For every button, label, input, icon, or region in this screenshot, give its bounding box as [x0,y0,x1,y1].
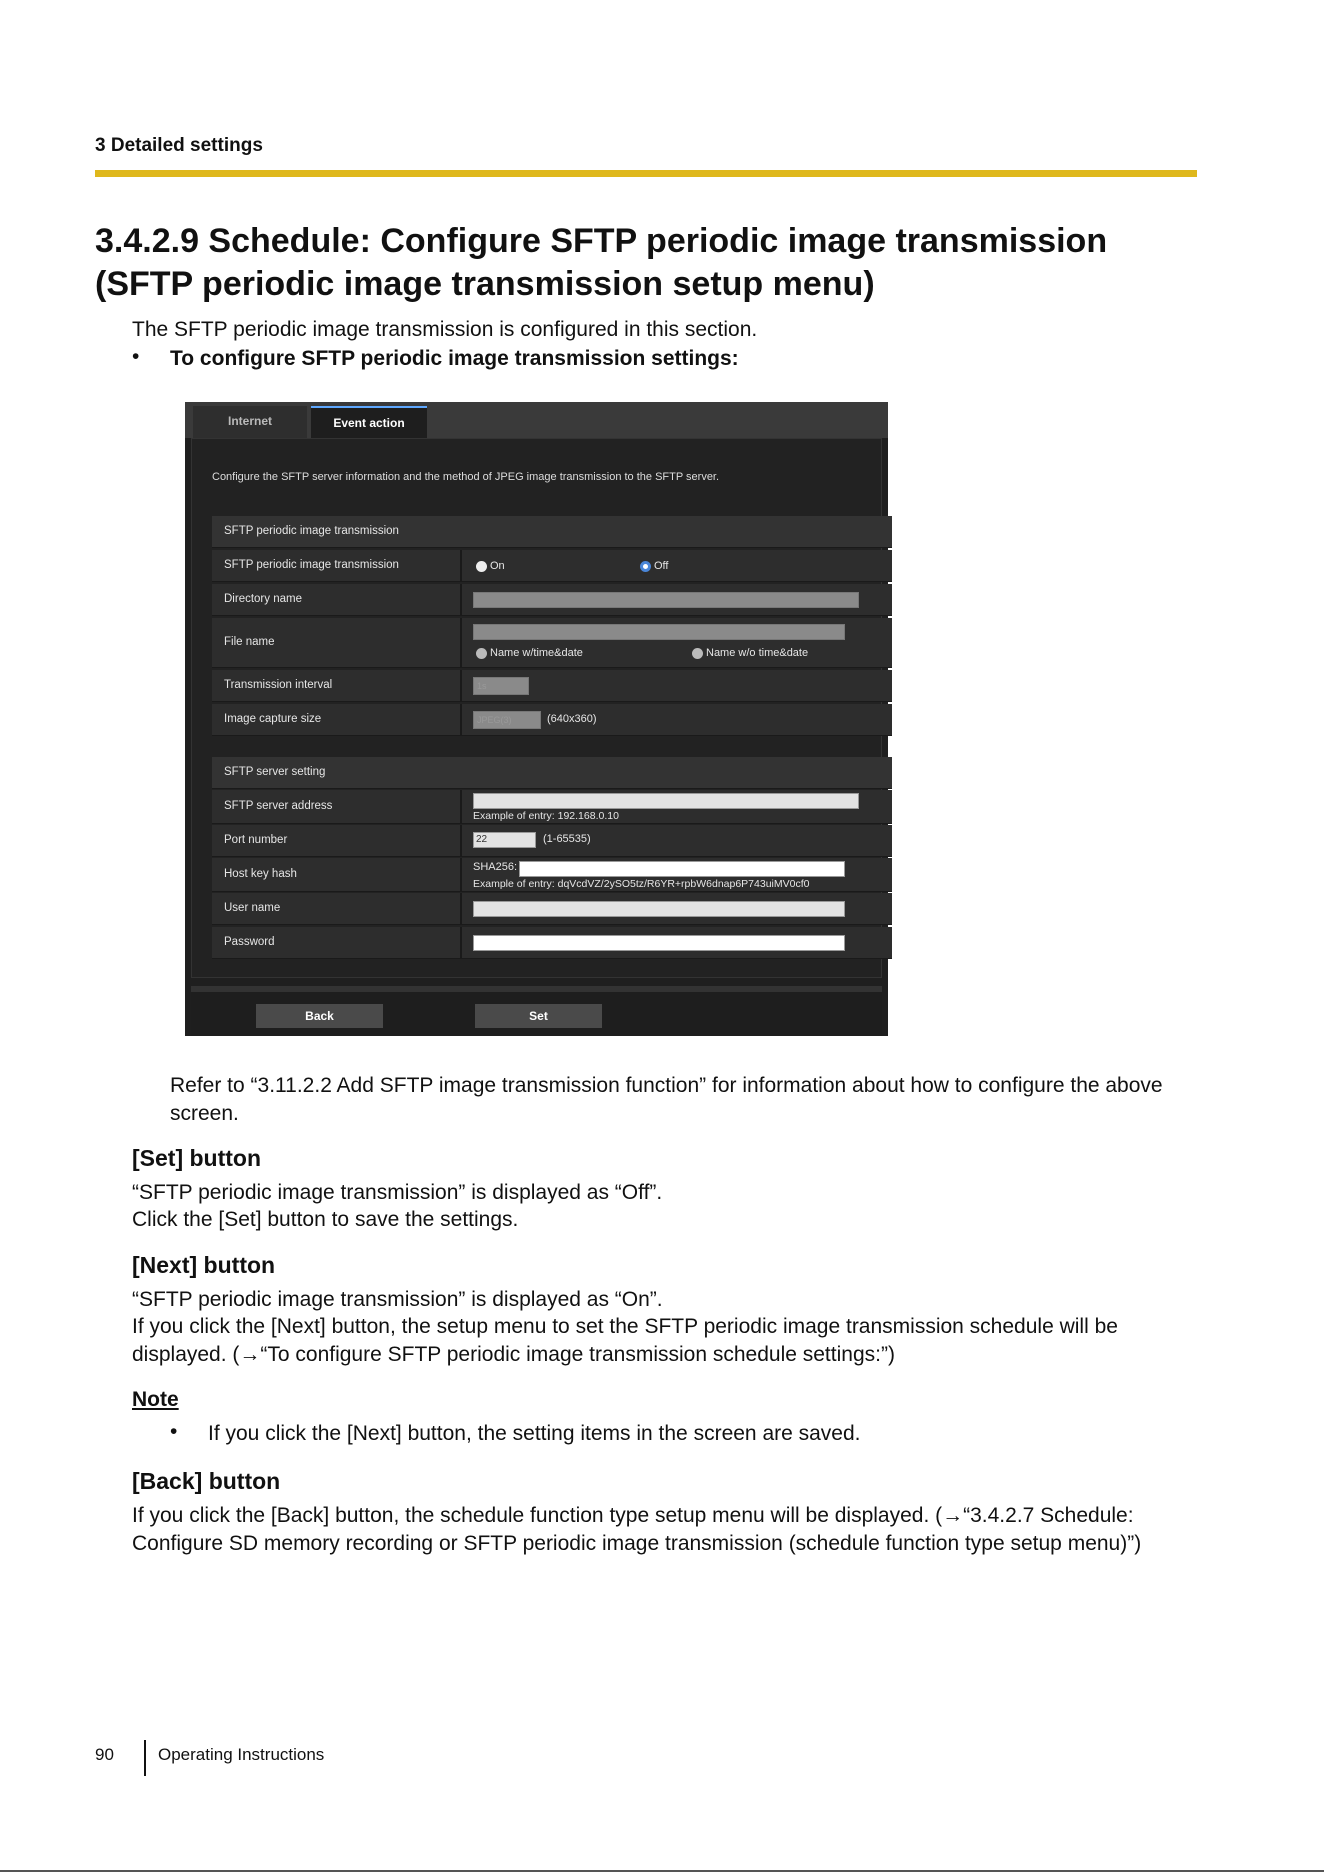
refer-text: Refer to “3.11.2.2 Add SFTP image transmission function” for information about how to configure the above screen. [170,1074,1163,1125]
note-heading: Note [132,1388,179,1411]
radio-off-label: Off [654,560,669,572]
set-button[interactable]: Set [475,1004,602,1028]
user-name-input[interactable] [473,901,845,917]
set-line-2: Click the [Set] button to save the settings. [132,1208,519,1231]
radio-off[interactable] [640,561,651,572]
row-label: User name [224,902,281,914]
page-number: 90 [95,1745,114,1764]
note-item: If you click the [Next] button, the setting items in the screen are saved. [208,1422,861,1445]
intro-text: The SFTP periodic image transmission is configured in this section. [132,318,758,341]
row-user-name [212,893,892,925]
row-capture-size [212,704,892,736]
row-label: Host key hash [224,868,297,880]
capture-size-select[interactable]: JPEG(3) [473,711,541,729]
row-file-name [212,618,892,668]
radio-name-with-label: Name w/time&date [490,647,583,659]
row-label: Transmission interval [224,679,333,691]
radio-name-without-time[interactable] [692,648,703,659]
radio-name-with-time[interactable] [476,648,487,659]
panel-description: Configure the SFTP server information and the method of JPEG image transmission to the SFTP server. [212,471,720,483]
set-line-1: “SFTP periodic image transmission” is displayed as “Off”. [132,1181,663,1204]
note-bullet-dot: • [170,1420,178,1443]
tab-event-action[interactable]: Event action [311,406,427,438]
tab-bar [185,402,888,438]
row-transmission [212,550,892,582]
row-host-key [212,858,892,892]
capture-resolution: (640x360) [547,713,597,725]
row-label: SFTP server address [224,800,333,812]
row-server-address [212,790,892,824]
next-button-heading: [Next] button [132,1252,276,1278]
server-address-input[interactable] [473,793,859,809]
section-title: 3.4.2.9 Schedule: Configure SFTP periodic image transmission (SFTP periodic image transmission setup menu) [95,222,1108,303]
row-label: Port number [224,834,288,846]
group-header-label: SFTP periodic image transmission [224,525,399,537]
interval-select[interactable]: 1s [473,677,529,695]
settings-screenshot [185,402,888,1036]
row-label: Image capture size [224,713,322,725]
next-line-2: If you click the [Next] button, the setup menu to set the SFTP periodic image transmission schedule will be displayed. (→“To configure SFTP periodic image transmission schedule settings:”) [132,1315,1118,1366]
bullet-heading: To configure SFTP periodic image transmission settings: [170,347,739,370]
sha-prefix: SHA256: [473,861,518,873]
row-password [212,927,892,959]
row-label: Directory name [224,593,302,605]
file-name-input[interactable] [473,624,845,640]
group-header-transmission [212,516,892,548]
back-button[interactable]: Back [256,1004,383,1028]
row-directory [212,584,892,616]
row-label: Password [224,936,275,948]
chapter-label: 3 Detailed settings [95,135,263,156]
row-port [212,825,892,857]
next-line-1: “SFTP periodic image transmission” is displayed as “On”. [132,1288,663,1311]
group-header-label: SFTP server setting [224,766,326,778]
address-example: Example of entry: 192.168.0.10 [473,810,619,822]
tab-internet[interactable]: Internet [193,406,307,438]
bullet-dot: • [132,345,140,368]
row-interval [212,670,892,702]
radio-name-without-label: Name w/o time&date [706,647,809,659]
radio-on[interactable] [476,561,487,572]
footer-divider [144,1740,146,1776]
directory-input[interactable] [473,592,859,608]
port-input[interactable]: 22 [473,832,536,848]
group-header-server [212,757,892,789]
row-label: SFTP periodic image transmission [224,559,399,571]
host-key-example: Example of entry: dqVcdVZ/2ySO5tz/R6YR+rpbW6dnap6P743uiMV0cf0 [473,878,810,890]
host-key-input[interactable] [519,861,845,877]
radio-on-label: On [490,560,505,572]
back-button-heading: [Back] button [132,1468,281,1494]
row-label: File name [224,636,275,648]
password-input[interactable] [473,935,845,951]
port-range: (1-65535) [543,833,591,845]
footer-title: Operating Instructions [158,1745,325,1764]
header-rule [95,170,1197,177]
back-text: If you click the [Back] button, the schedule function type setup menu will be displayed. (→“3.4.2.7 Schedule: Configure SD memory recording or SFTP periodic image transmission (schedule function type setup menu)”) [132,1504,1142,1555]
set-button-heading: [Set] button [132,1145,262,1171]
